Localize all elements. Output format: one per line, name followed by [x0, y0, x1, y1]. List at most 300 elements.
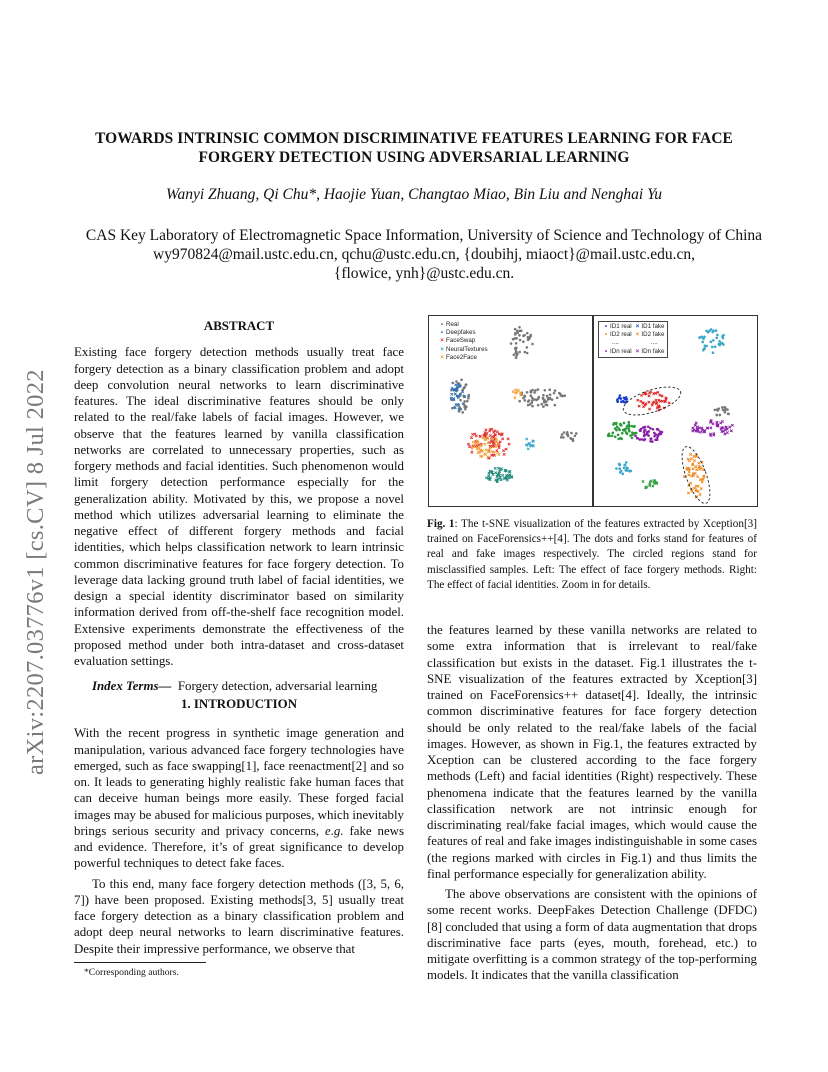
tsne-real-point	[518, 334, 521, 337]
tsne-real-point	[526, 352, 529, 355]
tsne-fake-point	[494, 467, 496, 469]
tsne-real-point	[710, 341, 713, 344]
intro-paragraph-1	[74, 725, 404, 871]
tsne-real-point	[561, 433, 564, 436]
tsne-real-point	[615, 422, 618, 425]
tsne-fake-point	[455, 403, 457, 405]
dot-icon: •	[440, 321, 444, 328]
tsne-real-point	[542, 397, 545, 400]
right-legend	[598, 321, 668, 358]
tsne-real-point	[618, 429, 621, 432]
tsne-fake-point	[472, 441, 474, 443]
tsne-real-point	[531, 397, 534, 400]
left-legend-item	[438, 321, 488, 329]
tsne-real-point	[639, 430, 642, 433]
left-legend-label: Deepfakes	[446, 329, 476, 337]
left-legend-item	[438, 354, 488, 362]
tsne-real-point	[649, 427, 652, 430]
tsne-real-point	[554, 389, 557, 392]
tsne-real-point	[463, 406, 466, 409]
tsne-fake-point	[731, 424, 733, 426]
tsne-fake-point	[451, 393, 453, 395]
tsne-real-point	[523, 351, 526, 354]
tsne-real-point	[515, 356, 518, 359]
tsne-real-point	[703, 344, 706, 347]
tsne-real-point	[465, 384, 468, 387]
abstract-section	[74, 318, 404, 695]
tsne-fake-point	[699, 493, 701, 495]
tsne-real-point	[652, 428, 655, 431]
tsne-fake-point	[689, 453, 691, 455]
left-legend-item	[438, 346, 488, 354]
tsne-fake-point	[694, 465, 696, 467]
right-column-text	[427, 622, 757, 984]
tsne-fake-point	[455, 384, 457, 386]
tsne-fake-point	[648, 401, 650, 403]
abstract-text: Existing face forgery detection methods usually treat face forgery detection as a binary classification problem and adopt deep convolution neural networks to learn discriminative features. The ideal discriminative features should be only related to the real/fake labels of facial images. However, we observe that the features learned by vanilla classification networks are correlated to unnecessary properties, such as forgery methods and facial identities. Such phenomenon would limit forgery detection performance especially for the generalization ability. Motivated by this, we propose a novel method which utilizes adversarial learning to eliminate the negative effect of different forgery methods and facial identities, which helps classification network to learn intrinsic common discriminative features for face forgery detection. To leverage data lacking ground truth label of facial identities, we design a special identity discriminator based on similarity information derived from off-the-shelf face recognition model. Extensive experiments demonstrate the effectiveness of the proposed method under both intra-dataset and cross-dataset evaluation settings.	[74, 345, 404, 668]
tsne-real-point	[628, 423, 631, 426]
tsne-real-point	[537, 388, 540, 391]
tsne-real-point	[656, 436, 659, 439]
tsne-fake-point	[693, 487, 695, 489]
tsne-fake-point	[649, 391, 651, 393]
tsne-real-point	[722, 337, 725, 340]
tsne-fake-point	[508, 443, 510, 445]
tsne-real-point	[644, 429, 647, 432]
arxiv-stamp	[22, 305, 48, 775]
tsne-real-point	[701, 336, 704, 339]
tsne-fake-point	[485, 429, 487, 431]
intro-p1-b: fake news and evidence. Therefore, it’s of great significance to develop powerful techniques to detect fake faces.	[74, 823, 404, 871]
tsne-real-point	[722, 343, 725, 346]
intro-paragraph-3: the features learned by these vanilla networks are related to some extra information that is irrelevant to real/fake classification but exists in the dataset. Fig.1 illustrates the t-SNE visualization of the features extracted by Xception[3] trained on FaceForensics++ dataset[4]. Ideally, the intrinsic common discriminative features for face forgery detection should be only related to the real/fake labels of the facial images. However, as shown in Fig.1, the features extracted by Xception can be clustered according to the face forgery methods (Left) and facial identities (Right) respectively. These phenomena indicate that the features learned by the vanilla classification network are not intrinsic enough for discriminating real/fake facial images, which would cause the features of real and fake images indistinguishable in some cases (the regions marked with circles in Fig.1) and thus limits the final performance especially for generalization ability.	[427, 623, 757, 881]
tsne-real-point	[621, 473, 624, 476]
tsne-real-point	[624, 469, 627, 472]
tsne-real-point	[619, 394, 622, 397]
tsne-real-point	[712, 351, 715, 354]
tsne-real-point	[543, 389, 546, 392]
tsne-fake-point	[696, 426, 698, 428]
tsne-real-point	[516, 353, 519, 356]
index-terms-label: Index Terms—	[92, 679, 172, 694]
legend-row-3	[602, 339, 664, 347]
tsne-real-point	[617, 434, 620, 437]
tsne-fake-point	[503, 453, 505, 455]
arxiv-id: arXiv:2207.03776v1 [cs.CV] 8 Jul 2022	[22, 369, 49, 775]
figure-1	[428, 315, 758, 505]
tsne-real-point	[516, 331, 519, 334]
cross-icon: ×	[440, 353, 444, 361]
tsne-real-point	[619, 463, 622, 466]
tsne-real-point	[714, 409, 717, 412]
intro-p1-a: With the recent progress in synthetic image generation and manipulation, various advanced face forgery technologies have emerged, such as face swapping[1], face reenactment[2] and so on. It leads to generating highly realistic fake human faces that can deceive human beings more easily. These forged facial images may be abused for malicious purposes, which inevitably brings serious security and privacy concerns,	[74, 726, 404, 838]
tsne-fake-point	[500, 479, 502, 481]
tsne-real-point	[624, 401, 627, 404]
tsne-real-point	[607, 434, 610, 437]
tsne-real-point	[466, 400, 469, 403]
tsne-real-point	[559, 394, 562, 397]
tsne-real-point	[623, 422, 626, 425]
author-list: Wanyi Zhuang, Qi Chu*, Haojie Yuan, Changtao Miao, Bin Liu and Nenghai Yu	[165, 186, 663, 203]
dot-icon: •	[604, 347, 608, 355]
tsne-real-point	[526, 391, 529, 394]
index-terms-text: Forgery detection, adversarial learning	[177, 679, 378, 694]
tsne-real-point	[623, 466, 626, 469]
tsne-fake-point	[724, 433, 726, 435]
tsne-fake-point	[470, 436, 472, 438]
tsne-fake-point	[693, 459, 695, 461]
tsne-real-point	[722, 334, 725, 337]
tsne-real-point	[564, 394, 567, 397]
tsne-fake-point	[691, 490, 693, 492]
tsne-fake-point	[694, 472, 696, 474]
tsne-real-point	[527, 338, 530, 341]
tsne-real-point	[514, 337, 517, 340]
tsne-real-point	[632, 433, 635, 436]
tsne-real-point	[711, 331, 714, 334]
tsne-real-point	[459, 399, 462, 402]
legend-row-2	[602, 331, 664, 339]
figure-caption-text: : The t-SNE visualization of the features extracted by Xception[3] trained on FaceForensics++[4]. The dots and forks stand for features of real and fake images respectively. The circled regions stand for misclassified samples. Left: The effect of face forgery methods. Right: The effect of facial identities. Zoom in for details.	[427, 518, 757, 591]
tsne-real-point	[455, 380, 458, 383]
tsne-real-point	[644, 438, 647, 441]
tsne-left-panel	[428, 315, 593, 507]
tsne-real-point	[621, 432, 624, 435]
left-legend-label: Real	[446, 321, 459, 328]
tsne-real-point	[514, 333, 517, 336]
tsne-fake-point	[668, 402, 670, 404]
tsne-real-point	[545, 403, 548, 406]
tsne-fake-point	[640, 394, 642, 396]
tsne-real-point	[634, 435, 637, 438]
tsne-fake-point	[656, 401, 658, 403]
tsne-fake-point	[505, 448, 507, 450]
tsne-real-point	[724, 411, 727, 414]
tsne-real-point	[463, 386, 466, 389]
tsne-real-point	[615, 467, 618, 470]
tsne-real-point	[631, 437, 634, 440]
tsne-real-point	[523, 395, 526, 398]
tsne-real-point	[518, 326, 521, 329]
tsne-real-point	[518, 351, 521, 354]
tsne-fake-point	[698, 462, 700, 464]
intro-paragraph-2: To this end, many face forgery detection methods ([3, 5, 6, 7]) have been proposed. Existing methods[3, 5] usually treat face forgery detection as a binary classification problem and adopt deep neural networks to learn discriminative features. Despite their impressive performance, we observe that	[74, 876, 404, 956]
tsne-real-point	[520, 329, 523, 332]
cross-icon: ×	[635, 323, 640, 330]
tsne-real-point	[701, 341, 704, 344]
left-legend-label: Face2Face	[446, 353, 477, 361]
tsne-fake-point	[493, 451, 495, 453]
tsne-real-point	[646, 431, 649, 434]
tsne-real-point	[625, 461, 628, 464]
tsne-real-point	[643, 433, 646, 436]
tsne-real-point	[518, 400, 521, 403]
tsne-real-point	[554, 404, 557, 407]
index-terms	[74, 678, 404, 694]
tsne-fake-point	[494, 472, 496, 474]
tsne-real-point	[537, 404, 540, 407]
tsne-fake-point	[527, 448, 529, 450]
tsne-real-point	[636, 437, 639, 440]
tsne-real-point	[720, 342, 723, 345]
tsne-real-point	[649, 440, 652, 443]
tsne-real-point	[533, 391, 536, 394]
tsne-fake-point	[698, 465, 700, 467]
tsne-real-point	[653, 432, 656, 435]
tsne-real-point	[618, 396, 621, 399]
tsne-real-point	[628, 470, 631, 473]
tsne-fake-point	[508, 477, 510, 479]
tsne-real-point	[703, 336, 706, 339]
tsne-fake-point	[710, 427, 712, 429]
tsne-fake-point	[477, 451, 479, 453]
tsne-real-point	[714, 345, 717, 348]
tsne-fake-point	[729, 426, 731, 428]
tsne-real-point	[548, 388, 551, 391]
tsne-fake-point	[688, 474, 690, 476]
tsne-real-point	[546, 395, 549, 398]
tsne-real-point	[612, 423, 615, 426]
tsne-real-point	[460, 378, 463, 381]
tsne-real-point	[544, 399, 547, 402]
tsne-real-point	[707, 331, 710, 334]
tsne-fake-point	[651, 404, 653, 406]
tsne-real-point	[553, 392, 556, 395]
tsne-fake-point	[471, 447, 473, 449]
tsne-real-point	[627, 427, 630, 430]
tsne-real-point	[721, 406, 724, 409]
tsne-real-point	[514, 348, 517, 351]
tsne-real-point	[514, 328, 517, 331]
tsne-real-point	[620, 470, 623, 473]
tsne-fake-point	[697, 485, 699, 487]
tsne-real-point	[625, 466, 628, 469]
tsne-real-point	[572, 438, 575, 441]
tsne-real-point	[727, 412, 730, 415]
tsne-real-point	[531, 399, 534, 402]
figure-label: Fig. 1	[427, 518, 455, 530]
tsne-fake-point	[471, 451, 473, 453]
tsne-fake-point	[468, 445, 470, 447]
legend-id2-real: ID2 real	[610, 331, 632, 339]
tsne-real-point	[619, 423, 622, 426]
tsne-real-point	[515, 342, 518, 345]
tsne-real-point	[531, 405, 534, 408]
tsne-fake-point	[642, 480, 644, 482]
tsne-fake-point	[489, 434, 491, 436]
introduction-section	[74, 696, 404, 957]
dot-icon: •	[604, 331, 608, 339]
abstract-heading: ABSTRACT	[203, 319, 275, 333]
figure-caption	[427, 517, 757, 593]
tsne-fake-point	[471, 433, 473, 435]
left-legend-label: FaceSwap	[446, 337, 476, 345]
tsne-real-point	[644, 426, 647, 429]
legend-row-4	[602, 348, 664, 356]
tsne-fake-point	[653, 392, 655, 394]
tsne-fake-point	[687, 492, 689, 494]
tsne-real-point	[716, 334, 719, 337]
tsne-real-point	[715, 329, 718, 332]
tsne-real-point	[549, 397, 552, 400]
tsne-fake-point	[696, 475, 698, 477]
tsne-real-point	[562, 436, 565, 439]
tsne-real-point	[698, 336, 701, 339]
tsne-fake-point	[730, 430, 732, 432]
tsne-real-point	[542, 394, 545, 397]
legend-id2-fake: ID2 fake	[641, 331, 665, 339]
tsne-fake-point	[688, 470, 690, 472]
footnote: *Corresponding authors.	[84, 967, 179, 978]
tsne-fake-point	[721, 420, 723, 422]
title-line-2: FORGERY DETECTION USING ADVERSARIAL LEARNING	[198, 149, 630, 166]
tsne-real-point	[627, 421, 630, 424]
tsne-real-point	[654, 438, 657, 441]
legend-id1-real: ID1 real	[610, 323, 632, 330]
legend-dots-2: ....	[650, 339, 658, 347]
title-line-1: TOWARDS INTRINSIC COMMON DISCRIMINATIVE FEATURES LEARNING FOR FACE	[95, 130, 733, 147]
tsne-real-point	[531, 389, 534, 392]
tsne-fake-point	[514, 396, 516, 398]
tsne-fake-point	[638, 405, 640, 407]
legend-idn-fake: IDn fake	[641, 347, 665, 355]
tsne-real-point	[710, 328, 713, 331]
tsne-real-point	[563, 431, 566, 434]
tsne-real-point	[659, 430, 662, 433]
tsne-real-point	[526, 346, 529, 349]
tsne-real-point	[558, 392, 561, 395]
affiliation-block	[40, 226, 808, 283]
tsne-real-point	[522, 340, 525, 343]
tsne-real-point	[467, 397, 470, 400]
emails-line-2: {flowice, ynh}@ustc.edu.cn.	[333, 265, 515, 282]
tsne-fake-point	[479, 449, 481, 451]
tsne-fake-point	[498, 453, 500, 455]
left-legend	[438, 321, 488, 362]
tsne-fake-point	[693, 455, 695, 457]
tsne-real-point	[724, 407, 727, 410]
intro-heading: 1. INTRODUCTION	[180, 697, 298, 711]
tsne-fake-point	[498, 433, 500, 435]
tsne-fake-point	[701, 481, 703, 483]
tsne-real-point	[623, 464, 626, 467]
paper-title	[60, 129, 768, 167]
tsne-fake-point	[696, 469, 698, 471]
dot-icon: •	[604, 323, 608, 330]
tsne-real-point	[549, 393, 552, 396]
tsne-real-point	[570, 432, 573, 435]
tsne-right-panel	[593, 315, 758, 507]
tsne-fake-point	[484, 443, 486, 445]
tsne-fake-point	[689, 482, 691, 484]
tsne-real-point	[703, 347, 706, 350]
tsne-fake-point	[694, 424, 696, 426]
tsne-real-point	[616, 426, 619, 429]
tsne-fake-point	[501, 438, 503, 440]
tsne-fake-point	[480, 445, 482, 447]
intro-p1-eg: e.g.	[324, 823, 344, 838]
tsne-real-point	[463, 400, 466, 403]
tsne-real-point	[530, 394, 533, 397]
dot-icon: •	[440, 329, 444, 337]
left-legend-item	[438, 329, 488, 337]
tsne-real-point	[529, 334, 532, 337]
tsne-fake-point	[648, 395, 650, 397]
left-legend-label: NeuralTextures	[446, 345, 488, 353]
tsne-real-point	[635, 432, 638, 435]
tsne-fake-point	[700, 487, 702, 489]
tsne-real-point	[556, 396, 559, 399]
tsne-real-point	[461, 411, 464, 414]
tsne-real-point	[542, 405, 545, 408]
tsne-real-point	[523, 334, 526, 337]
tsne-fake-point	[467, 443, 469, 445]
tsne-real-point	[715, 414, 718, 417]
tsne-real-point	[540, 403, 543, 406]
legend-id1-fake: ID1 fake	[641, 323, 665, 330]
left-legend-item	[438, 337, 488, 345]
tsne-real-point	[614, 436, 617, 439]
tsne-real-point	[467, 394, 470, 397]
cross-icon: ×	[635, 331, 640, 339]
tsne-real-point	[717, 409, 720, 412]
emails-line-1: wy970824@mail.ustc.edu.cn, qchu@ustc.edu.cn, {doubihj, miaoct}@mail.ustc.edu.cn,	[153, 246, 695, 263]
tsne-real-point	[551, 398, 554, 401]
cross-icon: ×	[635, 347, 640, 355]
tsne-real-point	[574, 435, 577, 438]
tsne-real-point	[715, 337, 718, 340]
tsne-real-point	[625, 431, 628, 434]
tsne-real-point	[529, 403, 532, 406]
tsne-real-point	[718, 340, 721, 343]
tsne-real-point	[628, 430, 631, 433]
tsne-fake-point	[512, 390, 514, 392]
misclassified-region-circle	[620, 381, 684, 420]
tsne-fake-point	[637, 399, 639, 401]
tsne-real-point	[524, 399, 527, 402]
tsne-fake-point	[494, 445, 496, 447]
tsne-fake-point	[726, 431, 728, 433]
tsne-real-point	[611, 434, 614, 437]
tsne-fake-point	[526, 438, 528, 440]
tsne-real-point	[629, 434, 632, 437]
tsne-real-point	[612, 432, 615, 435]
tsne-real-point	[626, 398, 629, 401]
tsne-real-point	[510, 342, 513, 345]
tsne-fake-point	[640, 400, 642, 402]
tsne-real-point	[537, 396, 540, 399]
cross-icon: ×	[440, 345, 444, 353]
legend-dots-1: ....	[612, 339, 619, 347]
tsne-fake-point	[652, 485, 654, 487]
tsne-real-point	[526, 332, 529, 335]
cross-icon: ×	[440, 337, 444, 345]
tsne-real-point	[711, 346, 714, 349]
tsne-fake-point	[648, 408, 650, 410]
tsne-real-point	[618, 467, 621, 470]
tsne-real-point	[649, 437, 652, 440]
tsne-fake-point	[649, 481, 651, 483]
tsne-real-point	[531, 343, 534, 346]
tsne-fake-point	[692, 468, 694, 470]
legend-row-1	[602, 323, 664, 331]
tsne-real-point	[519, 339, 522, 342]
tsne-real-point	[624, 429, 627, 432]
tsne-fake-point	[515, 389, 517, 391]
intro-paragraph-4: The above observations are consistent with the opinions of some recent works. DeepFakes Detection Challenge (DFDC) [8] concluded that using a form of data augmentation that drops discriminative face parts (eyes, mouth, forehead, etc.) to mitigate overfitting is a common strategy of the top-performing models. It indicates that the vanilla classification	[427, 887, 757, 983]
tsne-real-point	[567, 435, 570, 438]
tsne-real-point	[712, 339, 715, 342]
